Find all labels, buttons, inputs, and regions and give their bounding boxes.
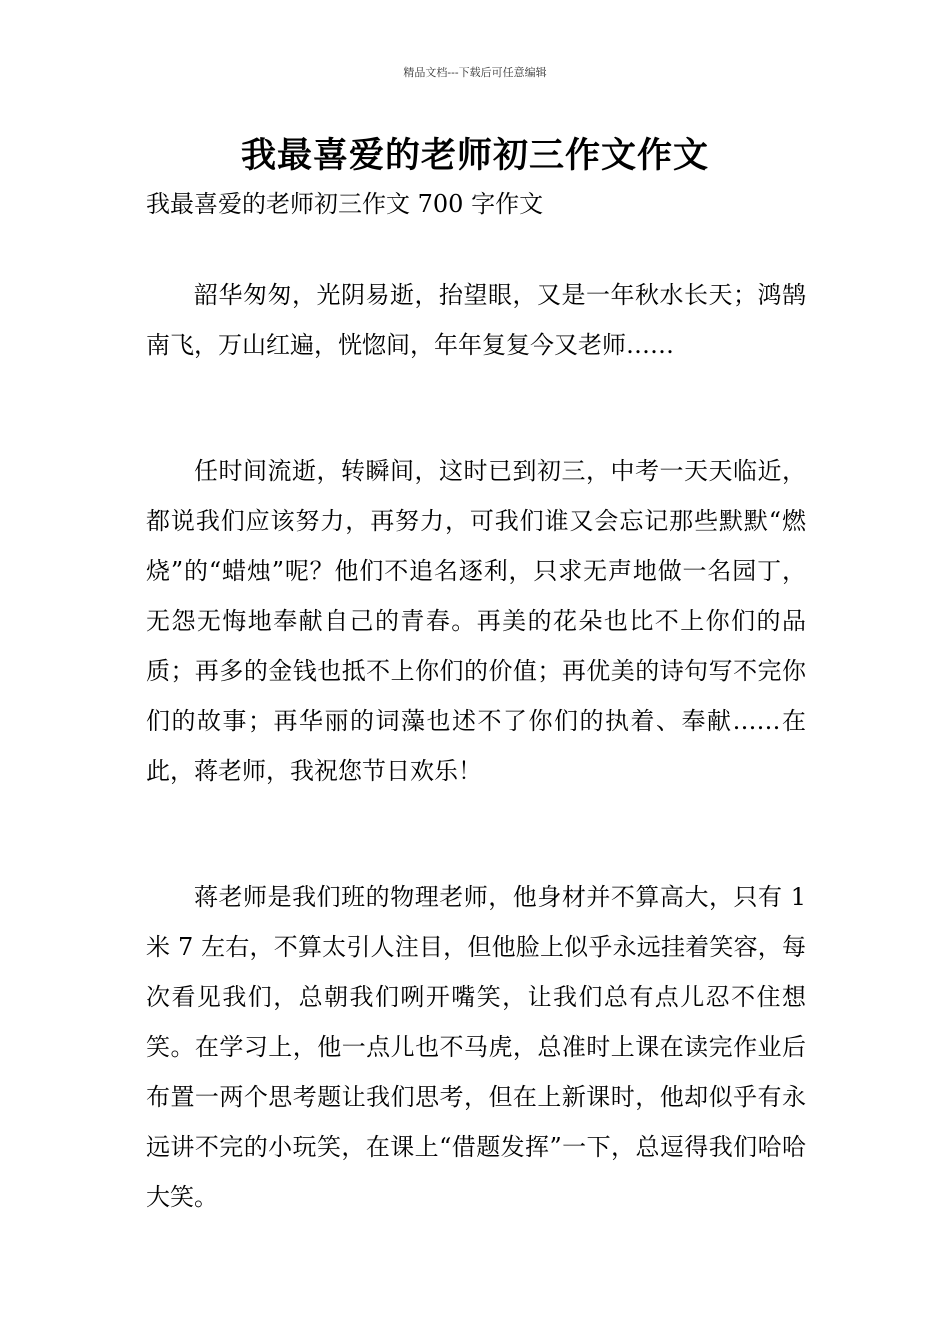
paragraph-2: 任时间流逝，转瞬间，这时已到初三，中考一天天临近，都说我们应该努力，再努力，可我们谁又会忘记那些默默“燃烧”的“蜡烛”呢？他们不追名逐利，只求无声地做一名园丁，无怨无悔地奉献自己的青春。再美的花朵也比不上你们的品质；再多的金钱也抵不上你们的价值；再优美的诗句写不完你们的故事；再华丽的词藻也述不了你们的执着、奉献……在此，蒋老师，我祝您节日欢乐！	[146, 457, 806, 785]
document-title: 我最喜爱的老师初三作文作文	[240, 135, 709, 176]
header-note: 精品文档---下载后可任意编辑	[403, 66, 547, 79]
document-subtitle: 我最喜爱的老师初三作文 700 字作文	[146, 190, 544, 218]
paragraph-3: 蒋老师是我们班的物理老师，他身材并不算高大，只有 1 米 7 左右，不算太引人注目，但他脸上似乎永远挂着笑容，每次看见我们，总朝我们咧开嘴笑，让我们总有点儿忍不住想笑。在学习上，他一点儿也不马虎，总准时上课在读完作业后布置一两个思考题让我们思考，但在上新课时，他却似乎有永远讲不完的小玩笑，在课上“借题发挥”一下，总逗得我们哈哈大笑。	[146, 883, 806, 1211]
document-body	[146, 270, 806, 1298]
paragraph-1: 韶华匆匆，光阴易逝，抬望眼，又是一年秋水长天；鸿鹄南飞，万山红遍，恍惚间，年年复复今又老师……	[146, 281, 806, 359]
